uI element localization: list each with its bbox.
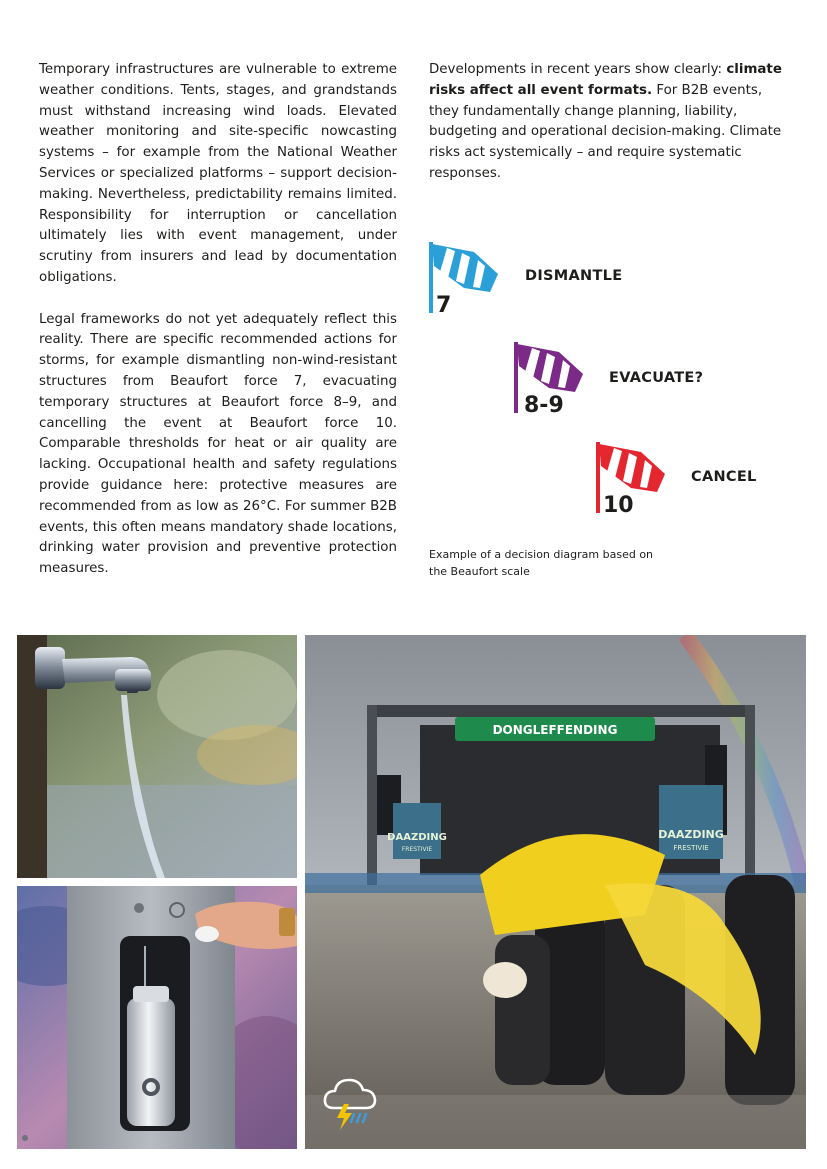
intro-text-start: Developments in recent years show clearly: [429,62,727,77]
stage-banner-text: DONGLEFFENDING [492,723,618,737]
storm-cloud-icon [322,1074,378,1132]
right-text-column [429,60,788,185]
left-text-column [39,60,397,601]
photo-festival-rain [305,635,806,1149]
beaufort-number: 8-9 [524,393,564,418]
photo-bottle-refill-station [17,886,297,1149]
windsock-level-8-9 [513,340,588,418]
action-label-dismantle: DISMANTLE [525,268,623,284]
intro-text-bold: climate risks affect all event formats. [429,62,782,98]
photo-water-tap [17,635,297,878]
diagram-caption: Example of a decision diagram based on the Beaufort scale [429,548,654,578]
beaufort-number: 7 [436,293,452,318]
paragraph-legal-frameworks: Legal frameworks do not yet adequately reflect this reality. There are specific recommended actions for storms, for example dismantling non-wind-resistant structures from Beaufort force 7, evacuating temporary structures at Beaufort force 8–9, and cancelling the event at Beaufort force 10. Comparable thresholds for heat or air quality are lacking. Occupational health and safety regulations provide guidance here: protective measures are recommended from as low as 26°C. For summer B2B events, this often means mandatory shade locations, drinking water provision and preventive protection measures. [39,311,397,577]
action-label-evacuate: EVACUATE? [609,370,704,386]
beaufort-number: 10 [603,493,634,518]
screen-left-subtext: FRESTIVIE [401,846,433,853]
screen-left-text: DAAZDING [387,832,447,843]
action-label-cancel: CANCEL [691,469,757,485]
screen-right-subtext: FRESTIVIE [673,844,709,852]
intro-paragraph [429,60,788,185]
screen-right-text: DAAZDING [658,828,724,841]
paragraph-infrastructure: Temporary infrastructures are vulnerable to extreme weather conditions. Tents, stages, and grandstands must withstand increasing wind loads. Elevated weather monitoring and site-specific nowcasting systems – for example from the National Weather Services or specialized platforms – support decision-making. Nevertheless, predictability remains limited. Responsibility for interruption or cancellation ultimately lies with event management, under scrutiny from insurers and lead by documentation obligations. [39,62,397,285]
windsock-level-10 [595,440,670,518]
windsock-level-7 [428,240,503,318]
intro-text-end: For B2B events, they fundamentally change planning, liability, budgeting and operational decision-making. Climate risks act systemically – and require systematic responses. [429,82,782,181]
